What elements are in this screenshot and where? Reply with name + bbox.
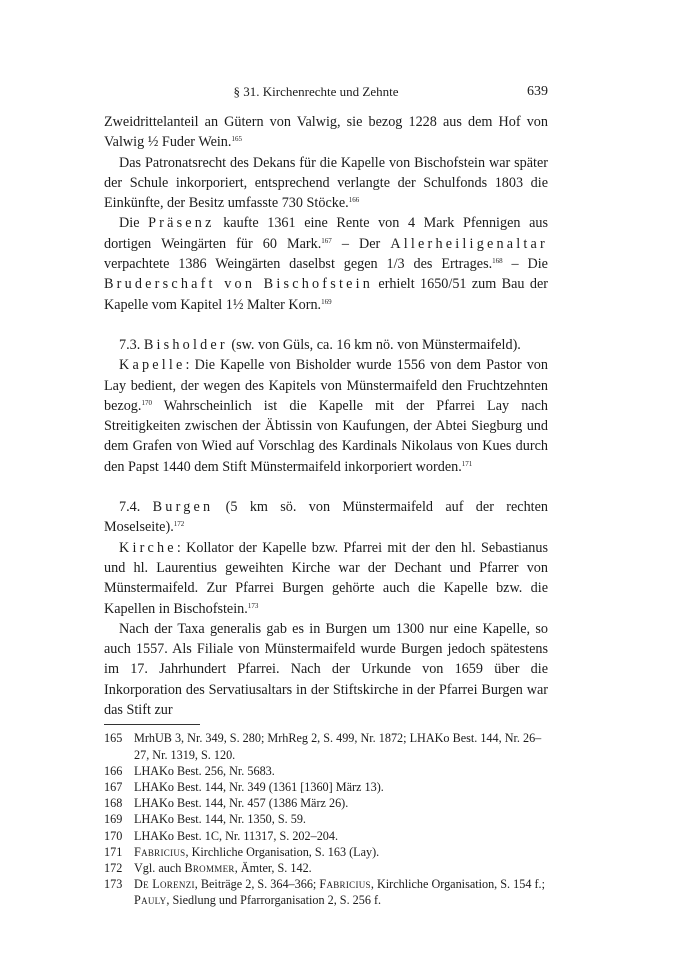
paragraph-text: Zweidrittelanteil an Gütern von Valwig, sie bezog 1228 aus dem Hof von Valwig ½ Fuder Wein. [104, 114, 548, 151]
footnote-ref[interactable]: 168 [492, 257, 503, 266]
footnote-number: 167 [104, 779, 123, 794]
spaced-term: Kapelle [119, 357, 186, 374]
paragraph-text: Nach der Taxa generalis gab es in Burgen um 1300 nur eine Kapelle, so auch 1557. Als Filiale von Münstermaifeld wurde Burgen jedoch spätestens im 17. Jahrhundert Pfarrei. Nach der Urkunde von 1659 über die Inkorporation des Servatiusaltars in der Stiftskirche in der Pfarrei Burgen war das Stift zur [104, 620, 548, 719]
footnote-text: , Ämter, S. 142. [234, 860, 312, 875]
author-name: Fabricius [134, 844, 186, 859]
footnote-text: LHAKo Best. 144, Nr. 1350, S. 59. [134, 812, 306, 827]
author-name: Fabricius [319, 877, 371, 892]
spaced-term: Burgen [152, 499, 214, 516]
paragraph-text: kaufte 1361 eine Rente von 4 Mark Pfennigen aus dortigen Weingärten für 60 Mark. [104, 215, 548, 252]
author-name: De Lorenzi [134, 877, 195, 892]
footnote-ref[interactable]: 170 [141, 398, 152, 407]
footnotes [104, 730, 548, 908]
spaced-term: Bruderschaft von Bischofstein [104, 276, 374, 293]
paragraph [104, 112, 548, 153]
section-description: (sw. von Güls, ca. 16 km nö. von Münstermaifeld). [227, 336, 521, 353]
section-number: 7.4. [119, 499, 153, 516]
footnote-number: 165 [104, 731, 123, 746]
footnote-text: , Siedlung und Pfarrorganisation 2, S. 256 f. [166, 893, 382, 908]
footnote-ref[interactable]: 169 [321, 297, 332, 306]
paragraph [104, 355, 548, 477]
footnote-text: LHAKo Best. 144, Nr. 457 (1386 März 26). [134, 796, 349, 811]
running-title: § 31. Kirchenrechte und Zehnte [233, 84, 399, 99]
author-name: Pauly [134, 893, 167, 908]
footnote-text: , Kirchliche Organisation, S. 154 f.; [370, 877, 545, 892]
footnote-text: , Beiträge 2, S. 364–366; [194, 877, 320, 892]
paragraph-text: : Kollator der Kapelle bzw. Pfarrei mit der den hl. Sebastianus und hl. Laurentius geweihten Kirche war der Dechant und Pfarrer von Münstermaifeld. Zur Pfarrei Burgen gehörte auch die Kapelle bzw. die Kapellen in Bischofstein. [104, 539, 548, 617]
footnote-divider [104, 724, 200, 725]
footnote-text: LHAKo Best. 1C, Nr. 11317, S. 202–204. [134, 828, 339, 843]
footnote [104, 730, 548, 762]
footnote-ref[interactable]: 165 [231, 135, 242, 144]
paragraph: Die Präsenz kaufte 1361 eine Rente von 4 Mark Pfennigen aus dortigen Weingärten für 60 Mark.$^{167}$ – Der Allerheiligenaltar verpachtete 1386 Weingärten daselbst gegen 1/3 des Ertrages.$^{168}$ – Die Bruderschaft von Bischofstein erhielt 1650/51 zum Bau der Kapelle vom Kapitel 1½ Malter Korn.$^{169}$ [104, 215, 548, 313]
footnote-text: LHAKo Best. 144, Nr. 349 (1361 [1360] März 13). [134, 779, 384, 794]
footnote [104, 811, 548, 827]
footnote-number: 169 [104, 812, 123, 827]
running-header [104, 82, 548, 104]
footnote-text: , Kirchliche Organisation, S. 163 (Lay). [185, 844, 380, 859]
paragraph [104, 538, 548, 619]
paragraph-text: verpachtete 1386 Weingärten daselbst gegen 1/3 des Ertrages. [104, 256, 493, 273]
footnote [104, 860, 548, 876]
footnote-number: 166 [104, 763, 123, 778]
footnote-number: 168 [104, 796, 123, 811]
footnote-ref[interactable]: 167 [321, 236, 332, 245]
footnote-ref[interactable]: 171 [461, 459, 473, 468]
footnote-number: 170 [104, 828, 123, 843]
section-description: (5 km sö. von Münstermaifeld auf der rechten Moselseite). [104, 499, 548, 536]
footnote-text: MrhUB 3, Nr. 349, S. 280; MrhReg 2, S. 499, Nr. 1872; LHAKo Best. 144, Nr. 26–27, Nr. 1319, S. 120. [134, 731, 542, 762]
footnote [104, 828, 548, 844]
body-text [104, 112, 548, 720]
footnote-number: 172 [104, 860, 123, 875]
section-number: 7.3. [119, 336, 144, 353]
spaced-term: Kirche [119, 539, 177, 556]
section-heading-7-4 [104, 497, 548, 538]
footnote [104, 876, 548, 908]
author-name: Brommer [184, 860, 235, 875]
footnote-text: LHAKo Best. 256, Nr. 5683. [134, 763, 275, 778]
paragraph-text: : Die Kapelle von Bisholder wurde 1556 von dem Pastor von Lay bedient, der wegen des Kapitels von Münstermaifeld den Fruchtzehnten bezog. [104, 357, 548, 414]
paragraph-text: – Der [331, 235, 391, 252]
footnote-text: Vgl. auch [134, 860, 185, 875]
footnote-number: 171 [104, 844, 123, 859]
paragraph-text: Wahrscheinlich ist die Kapelle mit der Pfarrei Lay nach Streitigkeiten zwischen der Äbtissin von Kaufungen, der Abtei Siegburg und dem Grafen von Wied auf Vorschlag des Kardinals Nikolaus von Kues durch den Papst 1440 dem Stift Münstermaifeld inkorporiert worden. [104, 397, 548, 475]
footnote-ref[interactable]: 173 [247, 601, 259, 610]
footnote-number: 173 [104, 877, 123, 892]
footnote [104, 795, 548, 811]
paragraph [104, 153, 548, 214]
paragraph-text: erhielt 1650/51 zum Bau der Kapelle vom Kapitel 1½ Malter Korn. [104, 276, 548, 313]
paragraph [104, 619, 548, 720]
spaced-term: Präsenz [148, 215, 215, 232]
spaced-term: Bisholder [143, 336, 228, 353]
page-number: 639 [527, 84, 548, 99]
paragraph-text: – Die [502, 256, 548, 273]
footnote [104, 779, 548, 795]
footnote-ref[interactable]: 166 [348, 196, 360, 205]
footnote [104, 844, 548, 860]
section-heading-7-3 [104, 335, 548, 355]
spaced-term: Allerheiligenaltar [390, 235, 548, 252]
paragraph-text: Das Patronatsrecht des Dekans für die Kapelle von Bischofstein war später der Schule inkorporiert, entsprechend verlangte der Schulfonds 1803 die Einkünfte, der Besitz umfasste 730 Stöcke. [104, 154, 548, 212]
page [104, 82, 548, 909]
footnote-ref[interactable]: 172 [173, 520, 185, 529]
footnote [104, 763, 548, 779]
